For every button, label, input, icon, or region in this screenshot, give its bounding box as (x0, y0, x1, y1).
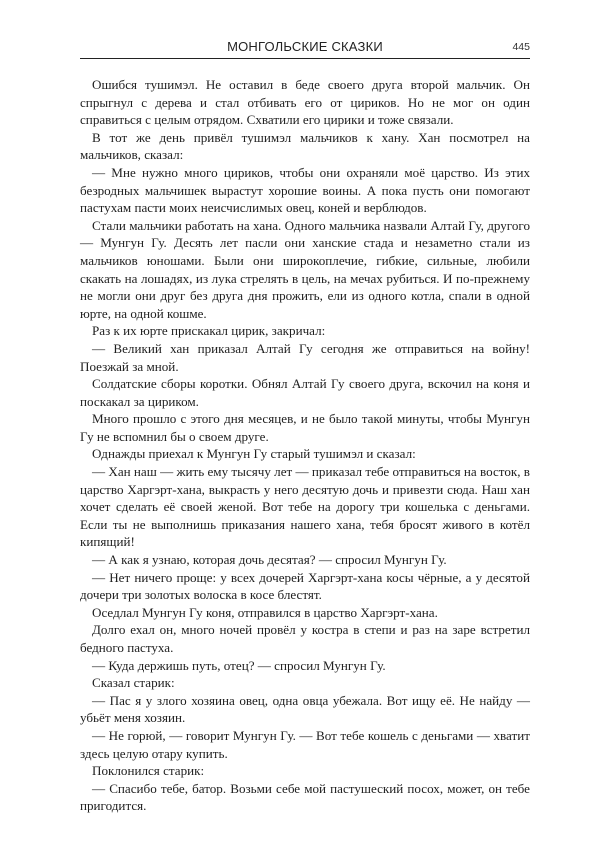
paragraph: Долго ехал он, много ночей провёл у костра в степи и раз на заре встретил бедного пастуха. (80, 622, 530, 655)
body-text (80, 76, 530, 815)
paragraph: — Мне нужно много цириков, чтобы они охраняли моё царство. Из этих безродных мальчишек вырастут хорошие воины. А пока пусть они помогают пастухам пасти моих неисчислимых овец, коней и верблюдов. (80, 164, 530, 216)
paragraph: Однажды приехал к Мунгун Гу старый тушимэл и сказал: (92, 446, 416, 462)
paragraph: Раз к их юрте прискакал цирик, закричал: (92, 323, 326, 339)
page-number: 445 (512, 41, 530, 53)
running-header (80, 38, 530, 59)
paragraph: — А как я узнаю, которая дочь десятая? — спросил Мунгун Гу. (92, 552, 447, 568)
paragraph: Ошибся тушимэл. Не оставил в беде своего друга второй мальчик. Он спрыгнул с дерева и стал отбивать его от цириков. Но не мог он один справиться с целым отрядом. Схватили его цирики и тоже связали. (80, 77, 530, 128)
paragraph: — Не горюй, — говорит Мунгун Гу. — Вот тебе кошель с деньгами — хватит здесь целую отару купить. (80, 727, 530, 761)
paragraph: Поклонился старик: (92, 763, 205, 779)
paragraph: Солдатские сборы коротки. Обнял Алтай Гу своего друга, вскочил на коня и поскакал за цириком. (80, 376, 530, 409)
paragraph: — Великий хан приказал Алтай Гу сегодня же отправиться на войну! Поезжай за мной. (80, 340, 530, 374)
paragraph: В тот же день привёл тушимэл мальчиков к хану. Хан посмотрел на мальчиков, сказал: (80, 129, 530, 163)
paragraph: — Спасибо тебе, батор. Возьми себе мой пастушеский посох, может, он тебе пригодится. (80, 780, 530, 814)
paragraph: — Нет ничего проще: у всех дочерей Харгэрт-хана косы чёрные, а у десятой дочери три золотых волоска в косе блестят. (80, 569, 530, 603)
paragraph: Сказал старик: (92, 675, 175, 691)
paragraph: — Хан наш — жить ему тысячу лет — приказал тебе отправиться на восток, в царство Харгэрт-хана, выкрасть у него десятую дочь и привезти сюда. Наш хан хочет сделать её своей женой. Вот тебе на дорогу три кошелька с деньгами. Если ты не выполнишь приказания нашего хана, тебя бросят живого в котёл кипящий! (80, 464, 530, 550)
paragraph: — Куда держишь путь, отец? — спросил Мунгун Гу. (92, 657, 386, 673)
paragraph: Оседлал Мунгун Гу коня, отправился в царство Харгэрт-хана. (92, 604, 438, 620)
running-title: МОНГОЛЬСКИЕ СКАЗКИ (227, 39, 383, 54)
paragraph: Стали мальчики работать на хана. Одного мальчика назвали Алтай Гу, другого — Мунгун Гу. Десять лет пасли они ханские стада и незаметно стали из мальчиков юношами. Были они широкоплечие, гибкие, сильные, любили скакать на лошадях, из лука стрелять в цель, на мечах рубиться. И по-прежнему не могли они друг без друга дня прожить, ели из одного котла, спали в одной юрте, на одной кошме. (80, 217, 530, 321)
paragraph: Много прошло с этого дня месяцев, и не было такой минуты, чтобы Мунгун Гу не вспомнил бы о своем друге. (80, 411, 530, 444)
paragraph: — Пас я у злого хозяина овец, одна овца убежала. Вот ищу её. Не найду — убьёт меня хозяин. (80, 692, 530, 726)
